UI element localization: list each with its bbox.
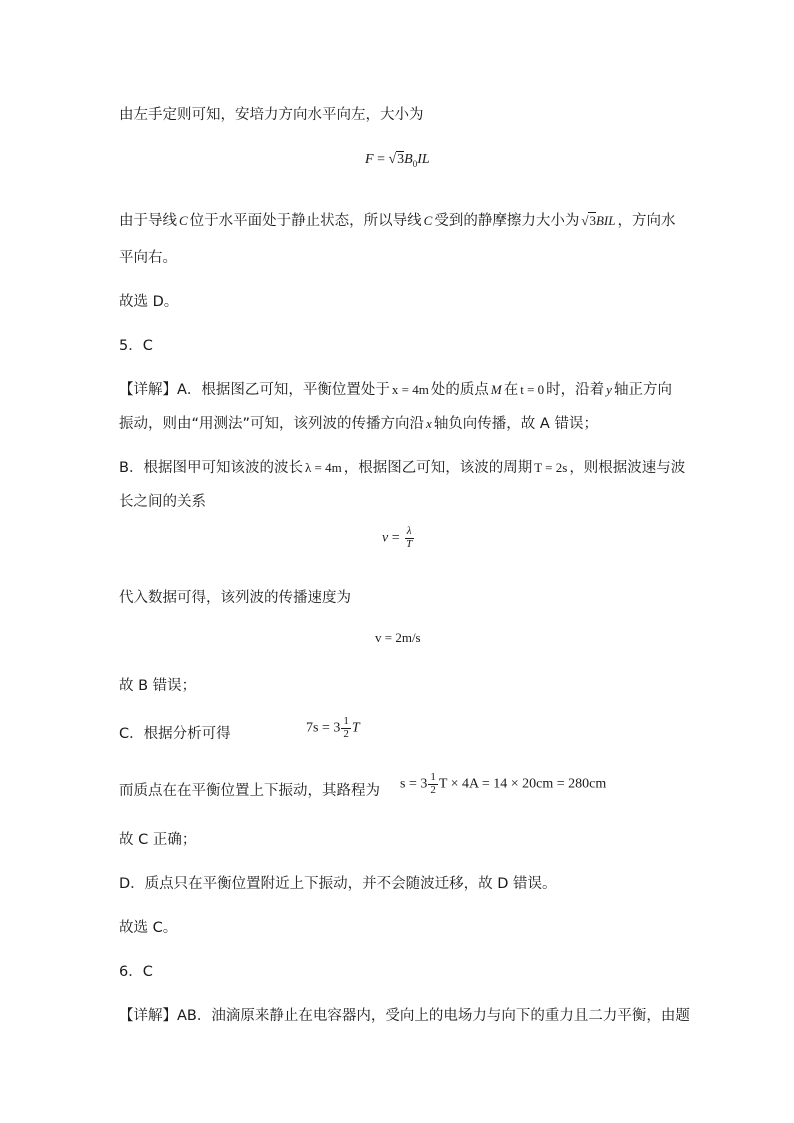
question-number: 6．C xyxy=(119,964,153,980)
friction-expression: √3BIL xyxy=(581,213,616,228)
fraction: $\frac{1}{2}$ xyxy=(343,715,349,740)
equation-ampere-force: $F = √3B_0IL$ xyxy=(365,152,430,169)
explanation-text: B．根据图甲可知该波的波长 λ = 4m ，根据图乙可知，该波的周期 T = 2s ，则根据波速与波 xyxy=(119,460,686,476)
fraction: $\frac{1}{2}$ xyxy=(430,771,436,796)
explanation-text: 【详解】A．根据图乙可知，平衡位置处于 x = 4m 处的质点 M 在 t = 0 时，沿着 y 轴正方向 xyxy=(119,382,672,398)
explanation-text: 代入数据可得，该列波的传播速度为 xyxy=(119,590,351,606)
sqrt-expression: √3 xyxy=(388,152,405,167)
question-number: 5．C xyxy=(119,338,153,354)
paragraph-text: 由于导线 C 位于水平面处于静止状态，所以导线 C 受到的静摩擦力大小为 √3BIL ，方向水 xyxy=(119,213,676,229)
equation-path-length: s = 3 $\frac{1}{2}$ T × 4A = 14 × 20cm = 280cm xyxy=(400,771,607,796)
equation-period-relation: 7s = 3 $\frac{1}{2}$ T xyxy=(306,715,360,740)
fraction: $\frac{\lambda}{T}$ xyxy=(406,525,413,550)
explanation-text: 故 C 正确； xyxy=(119,832,197,848)
explanation-text: 故 B 错误； xyxy=(119,678,197,694)
explanation-text: 长之间的关系 xyxy=(119,494,206,510)
paragraph-text: 由左手定则可知，安培力方向水平向左，大小为 xyxy=(119,107,424,123)
equation-speed-value: v = 2m/s xyxy=(375,630,421,645)
paragraph-text: 平向右。 xyxy=(119,250,177,266)
explanation-text: D．质点只在平衡位置附近上下振动，并不会随波迁移，故 D 错误。 xyxy=(119,876,557,892)
equation-wave-speed: v = $\frac{\lambda}{T}$ xyxy=(382,525,413,550)
answer-choice: 故选 D。 xyxy=(119,294,179,310)
explanation-text: 而质点在在平衡位置上下振动，其路程为 xyxy=(119,783,380,799)
explanation-text: 振动，则由“用测法”可知，该列波的传播方向沿 x 轴负向传播，故 A 错误； xyxy=(119,416,598,432)
answer-choice: 故选 C。 xyxy=(119,920,178,936)
explanation-text: 【详解】AB．油滴原来静止在电容器内，受向上的电场力与向下的重力且二力平衡，由题 xyxy=(119,1008,690,1024)
explanation-text: C．根据分析可得 xyxy=(119,726,231,742)
